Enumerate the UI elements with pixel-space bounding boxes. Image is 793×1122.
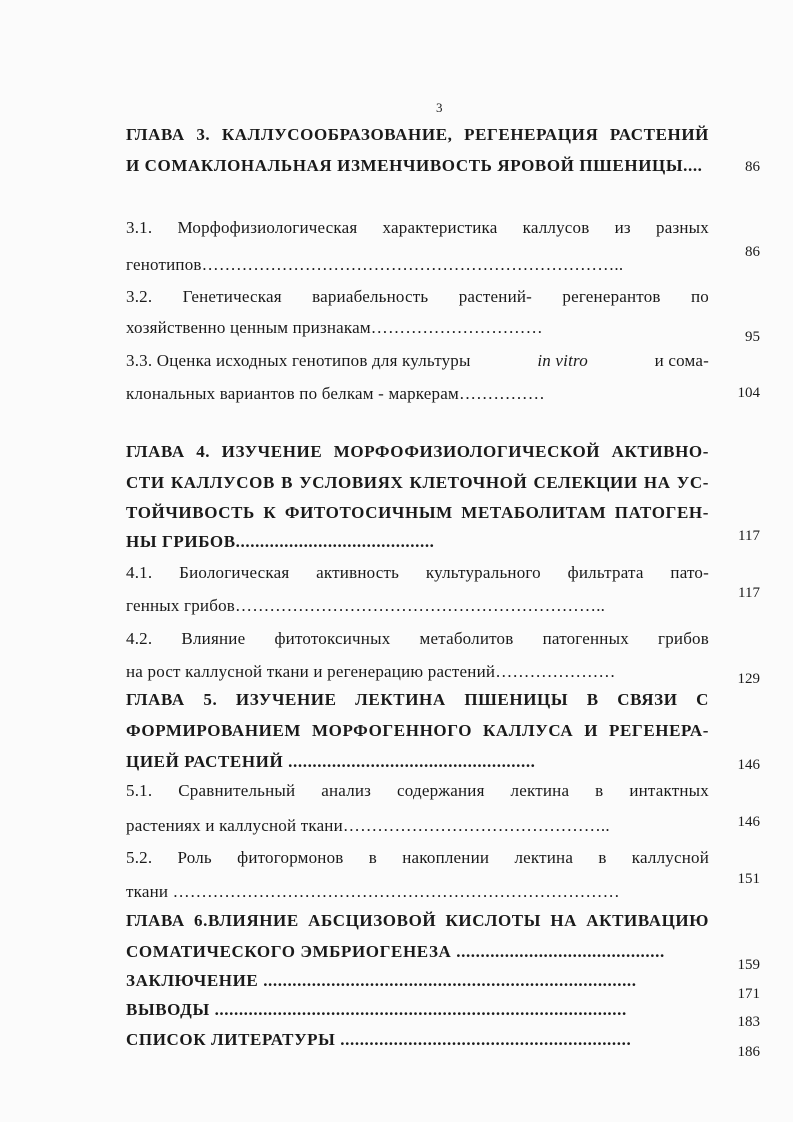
toc-line: ТОЙЧИВОСТЬ К ФИТОТОСИЧНЫМ МЕТАБОЛИТАМ ПАТОГЕН- xyxy=(126,503,709,522)
toc-line-text: 3.3. Оценка исходных генотипов для культуры xyxy=(126,351,471,370)
toc-page-number: 117 xyxy=(738,585,760,601)
toc-page-number: 151 xyxy=(737,871,760,887)
toc-line: ФОРМИРОВАНИЕМ МОРФОГЕННОГО КАЛЛУСА И РЕГЕНЕРА- xyxy=(126,721,709,740)
toc-line: 5.2. Роль фитогормонов в накоплении лектина в каллусной xyxy=(126,848,709,867)
toc-line: 3.1. Морфофизиологическая характеристика каллусов из разных xyxy=(126,218,709,237)
toc-line: И СОМАКЛОНАЛЬНАЯ ИЗМЕНЧИВОСТЬ ЯРОВОЙ ПШЕНИЦЫ.... xyxy=(126,156,703,175)
toc-line-text-italic: in vitro xyxy=(537,351,588,370)
toc-page-number: 86 xyxy=(745,159,760,175)
toc-line: 4.1. Биологическая активность культурального фильтрата пато- xyxy=(126,563,709,582)
toc-line: ГЛАВА 3. КАЛЛУСООБРАЗОВАНИЕ, РЕГЕНЕРАЦИЯ РАСТЕНИЙ xyxy=(126,125,709,144)
toc-line: 3.2. Генетическая вариабельность растений- регенерантов по xyxy=(126,287,709,306)
toc-line: 4.2. Влияние фитотоксичных метаболитов патогенных грибов xyxy=(126,629,709,648)
toc-line: ВЫВОДЫ ..................................................................................... xyxy=(126,1000,627,1019)
toc-page-number: 183 xyxy=(737,1014,760,1030)
toc-line: СТИ КАЛЛУСОВ В УСЛОВИЯХ КЛЕТОЧНОЙ СЕЛЕКЦИИ НА УС- xyxy=(126,473,709,492)
toc-line: ГЛАВА 5. ИЗУЧЕНИЕ ЛЕКТИНА ПШЕНИЦЫ В СВЯЗИ С xyxy=(126,690,709,709)
toc-page-number: 95 xyxy=(745,329,760,345)
toc-line: хозяйственно ценным признакам………………………… xyxy=(126,318,543,337)
toc-page-number: 146 xyxy=(737,814,760,830)
toc-line: ЗАКЛЮЧЕНИЕ ............................................................................. xyxy=(126,971,637,990)
toc-line: СПИСОК ЛИТЕРАТУРЫ ............................................................ xyxy=(126,1030,632,1049)
toc-line: растениях и каллусной ткани……………………………………….. xyxy=(126,816,610,835)
toc-line: ткани …………………………………………………………………… xyxy=(126,882,620,901)
toc-line: генотипов……………………………………………………………….. xyxy=(126,255,624,274)
toc-page-number: 186 xyxy=(737,1044,760,1060)
toc-page-number: 171 xyxy=(737,986,760,1002)
page-number: 3 xyxy=(436,100,443,115)
toc-page-number: 146 xyxy=(737,757,760,773)
toc-page-number: 117 xyxy=(738,528,760,544)
toc-page-number: 104 xyxy=(737,385,760,401)
toc-line: генных грибов……………………………………………………….. xyxy=(126,596,606,615)
toc-line-text: и сома- xyxy=(654,351,709,370)
toc-page-number: 86 xyxy=(745,244,760,260)
toc-line: ГЛАВА 6.ВЛИЯНИЕ АБСЦИЗОВОЙ КИСЛОТЫ НА АКТИВАЦИЮ xyxy=(126,911,709,930)
toc-line: НЫ ГРИБОВ......................................... xyxy=(126,532,435,551)
toc-line: на рост каллусной ткани и регенерацию растений………………… xyxy=(126,662,616,681)
toc-line: СОМАТИЧЕСКОГО ЭМБРИОГЕНЕЗА ........................................... xyxy=(126,942,665,961)
toc-page-number: 129 xyxy=(737,671,760,687)
toc-line: ЦИЕЙ РАСТЕНИЙ ................................................... xyxy=(126,752,536,771)
toc-line xyxy=(126,351,709,371)
toc-page-number: 159 xyxy=(737,957,760,973)
toc-line: 5.1. Сравнительный анализ содержания лектина в интактных xyxy=(126,781,709,800)
toc-line: клональных вариантов по белкам - маркерам…………… xyxy=(126,384,545,403)
toc-line: ГЛАВА 4. ИЗУЧЕНИЕ МОРФОФИЗИОЛОГИЧЕСКОЙ АКТИВНО- xyxy=(126,442,709,461)
